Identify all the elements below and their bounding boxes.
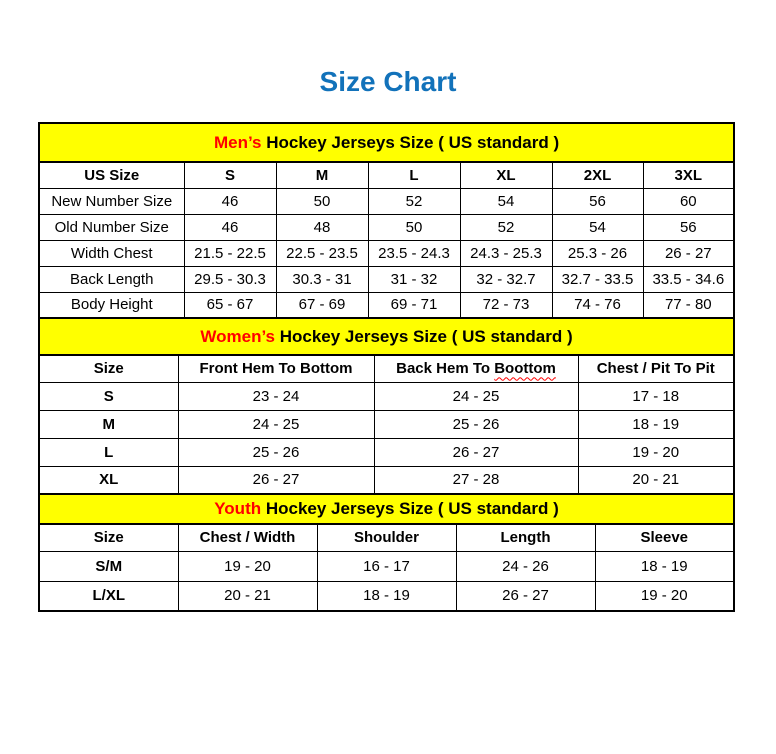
mens-section-title-rest: Hockey Jerseys Size ( US standard ) (261, 132, 560, 152)
size-value: 77 - 80 (643, 292, 734, 318)
size-value: 32 - 32.7 (460, 266, 552, 292)
column-header: Front Hem To Bottom (178, 355, 374, 382)
size-value: 69 - 71 (368, 292, 460, 318)
youth-header-row (39, 524, 734, 551)
column-header: M (276, 162, 368, 188)
size-value: 50 (368, 214, 460, 240)
size-value: 29.5 - 30.3 (184, 266, 276, 292)
row-label: Body Height (39, 292, 184, 318)
size-value: 18 - 19 (595, 551, 734, 581)
size-value: 23.5 - 24.3 (368, 240, 460, 266)
size-value: 54 (552, 214, 643, 240)
row-label: S/M (39, 551, 178, 581)
size-chart (38, 122, 733, 612)
womens-header-row (39, 355, 734, 382)
table-row (39, 581, 734, 611)
womens-size-table (38, 317, 735, 495)
size-chart-page (0, 62, 776, 612)
row-label: L/XL (39, 581, 178, 611)
column-header: Chest / Width (178, 524, 317, 551)
table-row (39, 438, 734, 466)
table-row (39, 551, 734, 581)
size-value: 22.5 - 23.5 (276, 240, 368, 266)
table-row (39, 292, 734, 318)
size-value: 72 - 73 (460, 292, 552, 318)
mens-section-band (39, 123, 734, 162)
column-header: 3XL (643, 162, 734, 188)
table-row (39, 240, 734, 266)
column-header: Size (39, 355, 178, 382)
size-value: 52 (368, 188, 460, 214)
row-label: Old Number Size (39, 214, 184, 240)
size-value: 19 - 20 (178, 551, 317, 581)
row-label: Back Length (39, 266, 184, 292)
womens-section-band (39, 318, 734, 355)
size-value: 32.7 - 33.5 (552, 266, 643, 292)
table-row (39, 382, 734, 410)
youth-section-title-highlight: Youth (214, 499, 262, 518)
row-label: S (39, 382, 178, 410)
table-row (39, 410, 734, 438)
size-value: 56 (643, 214, 734, 240)
column-header: L (368, 162, 460, 188)
size-value: 26 - 27 (456, 581, 595, 611)
column-header: S (184, 162, 276, 188)
size-value: 20 - 21 (578, 466, 734, 494)
size-value: 24.3 - 25.3 (460, 240, 552, 266)
size-value: 27 - 28 (374, 466, 578, 494)
youth-section-title-rest: Hockey Jerseys Size ( US standard ) (261, 499, 559, 518)
column-header: Sleeve (595, 524, 734, 551)
size-value: 21.5 - 22.5 (184, 240, 276, 266)
size-value: 31 - 32 (368, 266, 460, 292)
size-value: 46 (184, 188, 276, 214)
size-value: 24 - 25 (374, 382, 578, 410)
size-value: 17 - 18 (578, 382, 734, 410)
size-value: 54 (460, 188, 552, 214)
size-value: 24 - 26 (456, 551, 595, 581)
youth-section-band (39, 494, 734, 524)
size-value: 23 - 24 (178, 382, 374, 410)
table-row (39, 214, 734, 240)
size-value: 25 - 26 (178, 438, 374, 466)
size-value: 60 (643, 188, 734, 214)
size-value: 74 - 76 (552, 292, 643, 318)
column-header: Shoulder (317, 524, 456, 551)
row-label: Width Chest (39, 240, 184, 266)
table-row (39, 466, 734, 494)
size-value: 30.3 - 31 (276, 266, 368, 292)
mens-size-table (38, 122, 735, 319)
table-row (39, 188, 734, 214)
size-value: 26 - 27 (643, 240, 734, 266)
youth-section-title (39, 494, 734, 524)
misspelled-word: Boottom (494, 360, 556, 378)
womens-section-title (39, 318, 734, 355)
size-value: 20 - 21 (178, 581, 317, 611)
size-value: 52 (460, 214, 552, 240)
size-value: 19 - 20 (578, 438, 734, 466)
column-header: XL (460, 162, 552, 188)
column-header: Length (456, 524, 595, 551)
size-value: 50 (276, 188, 368, 214)
size-value: 18 - 19 (578, 410, 734, 438)
page-title: Size Chart (319, 66, 457, 97)
size-value: 18 - 19 (317, 581, 456, 611)
size-value: 48 (276, 214, 368, 240)
column-header: 2XL (552, 162, 643, 188)
size-value: 26 - 27 (374, 438, 578, 466)
row-label: L (39, 438, 178, 466)
size-value: 65 - 67 (184, 292, 276, 318)
size-value: 56 (552, 188, 643, 214)
column-header: Chest / Pit To Pit (578, 355, 734, 382)
size-value: 26 - 27 (178, 466, 374, 494)
size-value: 33.5 - 34.6 (643, 266, 734, 292)
row-label: New Number Size (39, 188, 184, 214)
mens-section-title (39, 123, 734, 162)
mens-header-row (39, 162, 734, 188)
size-value: 19 - 20 (595, 581, 734, 611)
size-value: 25.3 - 26 (552, 240, 643, 266)
size-value: 25 - 26 (374, 410, 578, 438)
womens-section-title-highlight: Women’s (200, 326, 275, 346)
womens-section-title-rest: Hockey Jerseys Size ( US standard ) (275, 326, 573, 346)
row-label: M (39, 410, 178, 438)
column-header-text: Back Hem To (396, 360, 495, 378)
column-header: US Size (39, 162, 184, 188)
size-value: 24 - 25 (178, 410, 374, 438)
mens-section-title-highlight: Men’s (213, 132, 262, 152)
column-header: Size (39, 524, 178, 551)
youth-size-table (38, 493, 735, 612)
size-value: 67 - 69 (276, 292, 368, 318)
size-value: 46 (184, 214, 276, 240)
row-label: XL (39, 466, 178, 494)
column-header (374, 355, 578, 382)
size-value: 16 - 17 (317, 551, 456, 581)
table-row (39, 266, 734, 292)
